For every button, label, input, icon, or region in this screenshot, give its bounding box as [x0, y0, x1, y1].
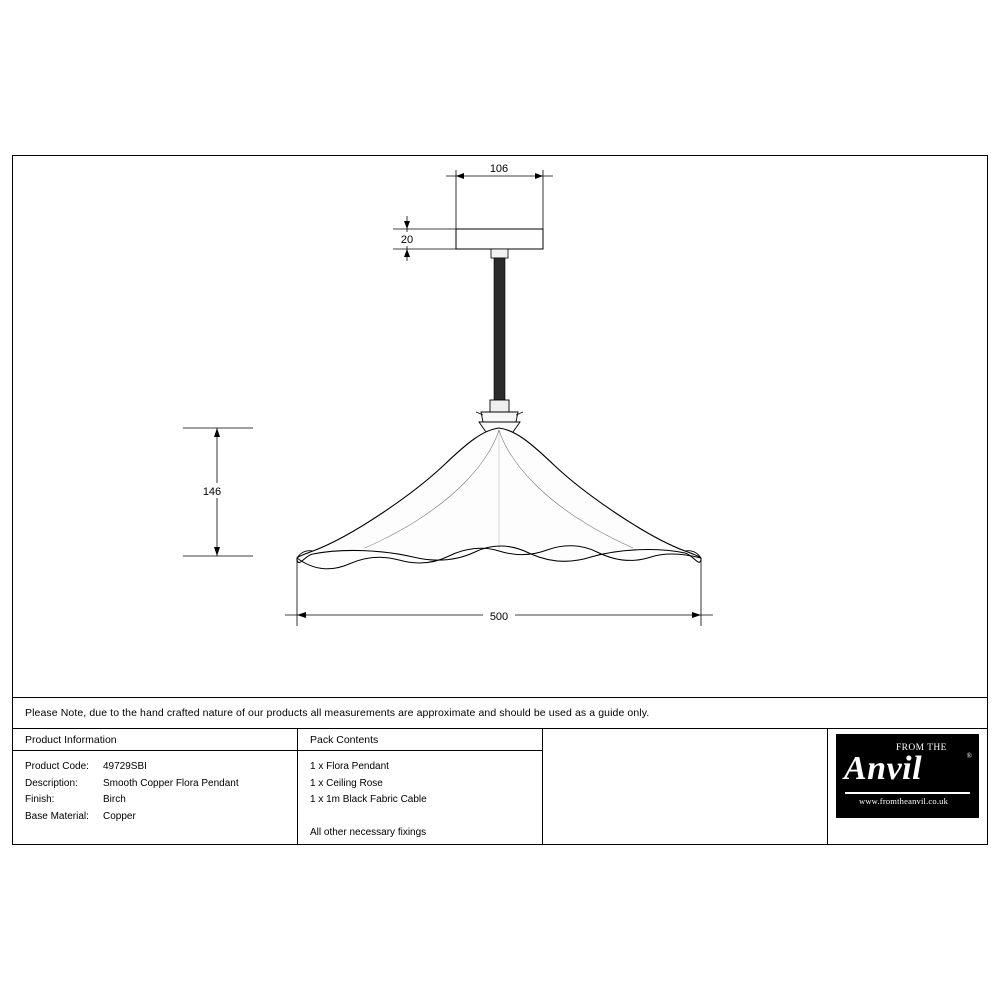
spec-row — [25, 759, 297, 776]
flora-shade — [297, 428, 701, 569]
pack-footer: All other necessary fixings — [310, 826, 427, 838]
drawing-sheet — [12, 155, 988, 845]
spec-row — [25, 776, 297, 793]
finish-value: Birch — [103, 794, 126, 805]
logo-anvil-text: Anvil — [844, 750, 923, 787]
pack-contents-header: Pack Contents — [298, 729, 542, 751]
pack-item: 1 x 1m Black Fabric Cable — [310, 794, 427, 805]
base-material-label: Base Material: — [25, 810, 89, 822]
dim-500-label: 500 — [489, 611, 509, 623]
info-table — [13, 728, 987, 844]
logo-column — [828, 729, 987, 844]
product-information-header: Product Information — [13, 729, 297, 751]
lamp-holder — [476, 400, 523, 432]
dimension-500 — [285, 560, 713, 626]
dimension-106 — [446, 163, 553, 236]
pack-contents-column — [298, 729, 543, 844]
measurement-note — [13, 697, 987, 728]
product-information-column — [13, 729, 298, 844]
base-material-value: Copper — [103, 810, 136, 822]
logo-url-text: www.fromtheanvil.co.uk — [859, 796, 949, 806]
pack-item: 1 x Flora Pendant — [310, 761, 389, 772]
pack-item: 1 x Ceiling Rose — [310, 777, 383, 789]
pendant-technical-drawing — [13, 156, 987, 697]
dim-106-label: 106 — [489, 163, 509, 175]
product-drawing — [13, 156, 987, 697]
logo-registered-icon: ® — [966, 752, 972, 760]
dimension-146 — [183, 428, 253, 556]
spec-row — [25, 792, 297, 809]
dimension-20 — [393, 216, 460, 261]
finish-label: Finish: — [25, 794, 55, 805]
from-the-anvil-logo — [836, 734, 979, 818]
dim-20-label: 20 — [400, 234, 414, 246]
dim-146-label: 146 — [202, 486, 222, 498]
product-code-value: 49729SBI — [103, 761, 147, 772]
pack-spacer — [310, 809, 542, 825]
product-information-body — [13, 751, 297, 825]
measurement-note-text: Please Note, due to the hand crafted nature of our products all measurements are approximate and should be used as a guide only. — [25, 707, 650, 719]
ceiling-rose — [456, 229, 543, 258]
description-label: Description: — [25, 777, 78, 789]
pack-contents-body — [298, 751, 542, 841]
blank-column-header — [543, 729, 827, 751]
blank-column — [543, 729, 828, 844]
product-code-label: Product Code: — [25, 761, 89, 772]
logo-from-the-text: FROM THE — [896, 743, 947, 753]
logo-divider — [845, 792, 970, 794]
spec-row — [25, 809, 297, 826]
pendant-cable — [494, 258, 505, 404]
description-value: Smooth Copper Flora Pendant — [103, 777, 239, 789]
